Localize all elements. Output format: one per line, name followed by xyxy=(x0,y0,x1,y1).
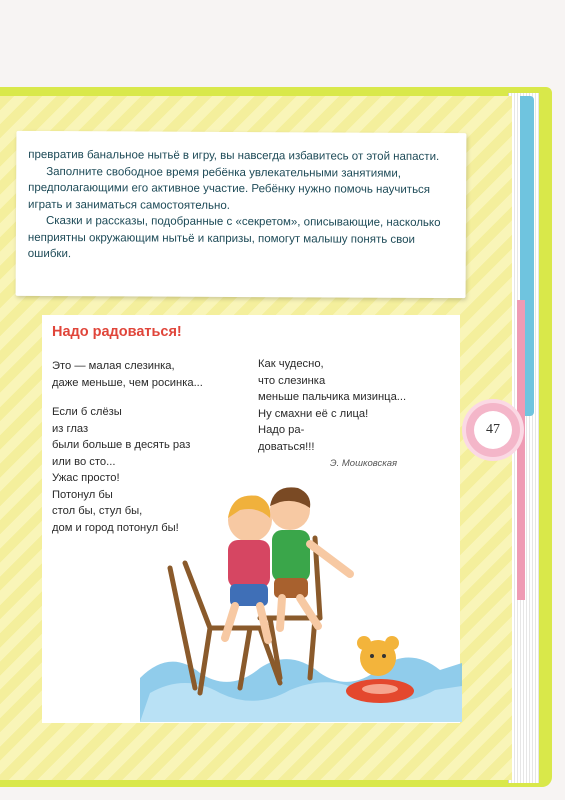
boy-shorts xyxy=(274,578,308,598)
poem-line: Потонул бы xyxy=(52,488,113,501)
poem-line: даже меньше, чем росинка... xyxy=(52,376,203,389)
children-on-chairs-illustration xyxy=(140,478,462,722)
note-text xyxy=(28,147,459,265)
bookmark-tab-pink xyxy=(517,300,525,600)
poem-line: или во сто... xyxy=(52,455,116,468)
poem-line: что слезинка xyxy=(258,374,326,387)
poem-line: Ну смахни её с лица! xyxy=(258,407,369,420)
poem-line: Как чудесно, xyxy=(258,358,324,370)
poem-line: доваться!!! xyxy=(258,440,315,453)
poem-line: Надо ра- xyxy=(258,424,305,436)
poem-line: были больше в десять раз xyxy=(52,439,191,451)
poem-line: из глаз xyxy=(52,422,89,435)
poem-line: стол бы, стул бы, xyxy=(52,505,143,517)
parent-advice-note xyxy=(16,131,467,298)
note-paragraph-2: Заполните свободное время ребёнка увлекательными занятиями, предполагающими его активное участие. Ребёнку нужно помочь научиться играть и заниматься самостоятельно. xyxy=(28,165,431,212)
boy-shirt xyxy=(228,540,270,588)
poem-stanza-3 xyxy=(258,356,406,455)
poem-line: Это — малая слезинка, xyxy=(52,360,175,372)
poem-line: дом и город потонул бы! xyxy=(52,521,179,534)
poem-line: меньше пальчика мизинца... xyxy=(258,391,407,403)
poem-line: Если б слёзы xyxy=(52,406,122,418)
boy-shirt xyxy=(272,530,310,582)
note-paragraph-3: Сказки и рассказы, подобранные с «секретом», описывающие, насколько неприятны окружающим нытьё и капризы, помогут малышу понять свои ошибки. xyxy=(27,214,441,261)
poem-title: Надо радоваться! xyxy=(52,324,182,340)
boy-legs xyxy=(280,598,318,628)
poem-author: Э. Мошковская xyxy=(330,458,398,469)
poem-line: Ужас просто! xyxy=(52,472,120,484)
poem-stanza-1 xyxy=(52,358,203,391)
page-number: 47 xyxy=(474,411,512,449)
page-number-badge xyxy=(466,403,520,457)
note-line-1: превратив банальное нытьё в игру, вы навсегда избавитесь от этой напасти. xyxy=(28,148,440,164)
